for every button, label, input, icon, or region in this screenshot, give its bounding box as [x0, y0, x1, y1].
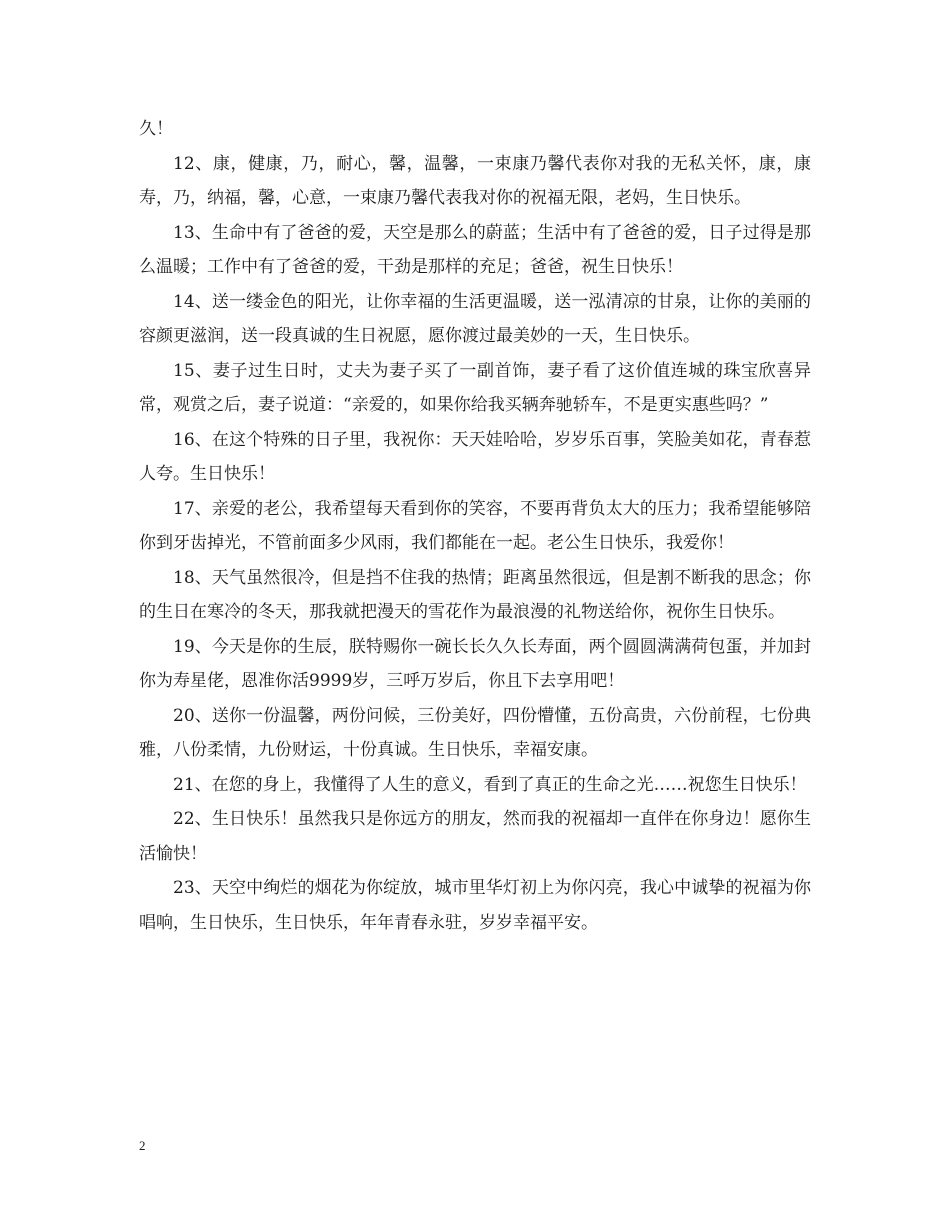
paragraph-14: 14、送一缕金色的阳光，让你幸福的生活更温暖，送一泓清凉的甘泉，让你的美丽的容颜更滋润，送一段真诚的生日祝愿，愿你渡过最美妙的一天，生日快乐。 [139, 291, 811, 346]
paragraph-18: 18、天气虽然很冷，但是挡不住我的热情；距离虽然很远，但是割不断我的思念；你的生日在寒冷的冬天，那我就把漫天的雪花作为最浪漫的礼物送给你，祝你生日快乐。 [139, 567, 811, 622]
paragraph-23: 23、天空中绚烂的烟花为你绽放，城市里华灯初上为你闪亮，我心中诚挚的祝福为你唱响，生日快乐，生日快乐，年年青春永驻，岁岁幸福平安。 [139, 878, 811, 933]
paragraph-12: 12、康，健康，乃，耐心，馨，温馨，一束康乃馨代表你对我的无私关怀，康，康寿，乃，纳福，馨，心意，一束康乃馨代表我对你的祝福无限，老妈，生日快乐。 [139, 153, 811, 208]
paragraph-16: 16、在这个特殊的日子里，我祝你：天天娃哈哈，岁岁乐百事，笑脸美如花，青春惹人夸。生日快乐！ [139, 429, 811, 484]
paragraph-13: 13、生命中有了爸爸的爱，天空是那么的蔚蓝；生活中有了爸爸的爱，日子过得是那么温暖；工作中有了爸爸的爱，干劲是那样的充足；爸爸，祝生日快乐！ [139, 222, 811, 277]
paragraph-continuation: 久！ [139, 119, 173, 139]
paragraph-15: 15、妻子过生日时，丈夫为妻子买了一副首饰，妻子看了这价值连城的珠宝欣喜异常，观赏之后，妻子说道：“亲爱的，如果你给我买辆奔驰轿车，不是更实惠些吗？” [139, 360, 811, 415]
page-number: 2 [139, 1138, 146, 1153]
paragraph-19: 19、今天是你的生辰，朕特赐你一碗长长久久长寿面，两个圆圆满满荷包蛋，并加封你为寿星佬，恩准你活9999岁，三呼万岁后，你且下去享用吧！ [139, 636, 811, 691]
paragraph-17: 17、亲爱的老公，我希望每天看到你的笑容，不要再背负太大的压力；我希望能够陪你到牙齿掉光，不管前面多少风雨，我们都能在一起。老公生日快乐，我爱你！ [139, 498, 811, 553]
paragraph-21: 21、在您的身上，我懂得了人生的意义，看到了真正的生命之光……祝您生日快乐！ [173, 774, 807, 795]
paragraph-22: 22、生日快乐！虽然我只是你远方的朋友，然而我的祝福却一直伴在你身边！愿你生活愉快！ [139, 809, 811, 864]
document-body [139, 112, 811, 940]
paragraph-20: 20、送你一份温馨，两份问候，三份美好，四份懵懂，五份高贵，六份前程，七份典雅，八份柔情，九份财运，十份真诚。生日快乐，幸福安康。 [139, 705, 811, 760]
